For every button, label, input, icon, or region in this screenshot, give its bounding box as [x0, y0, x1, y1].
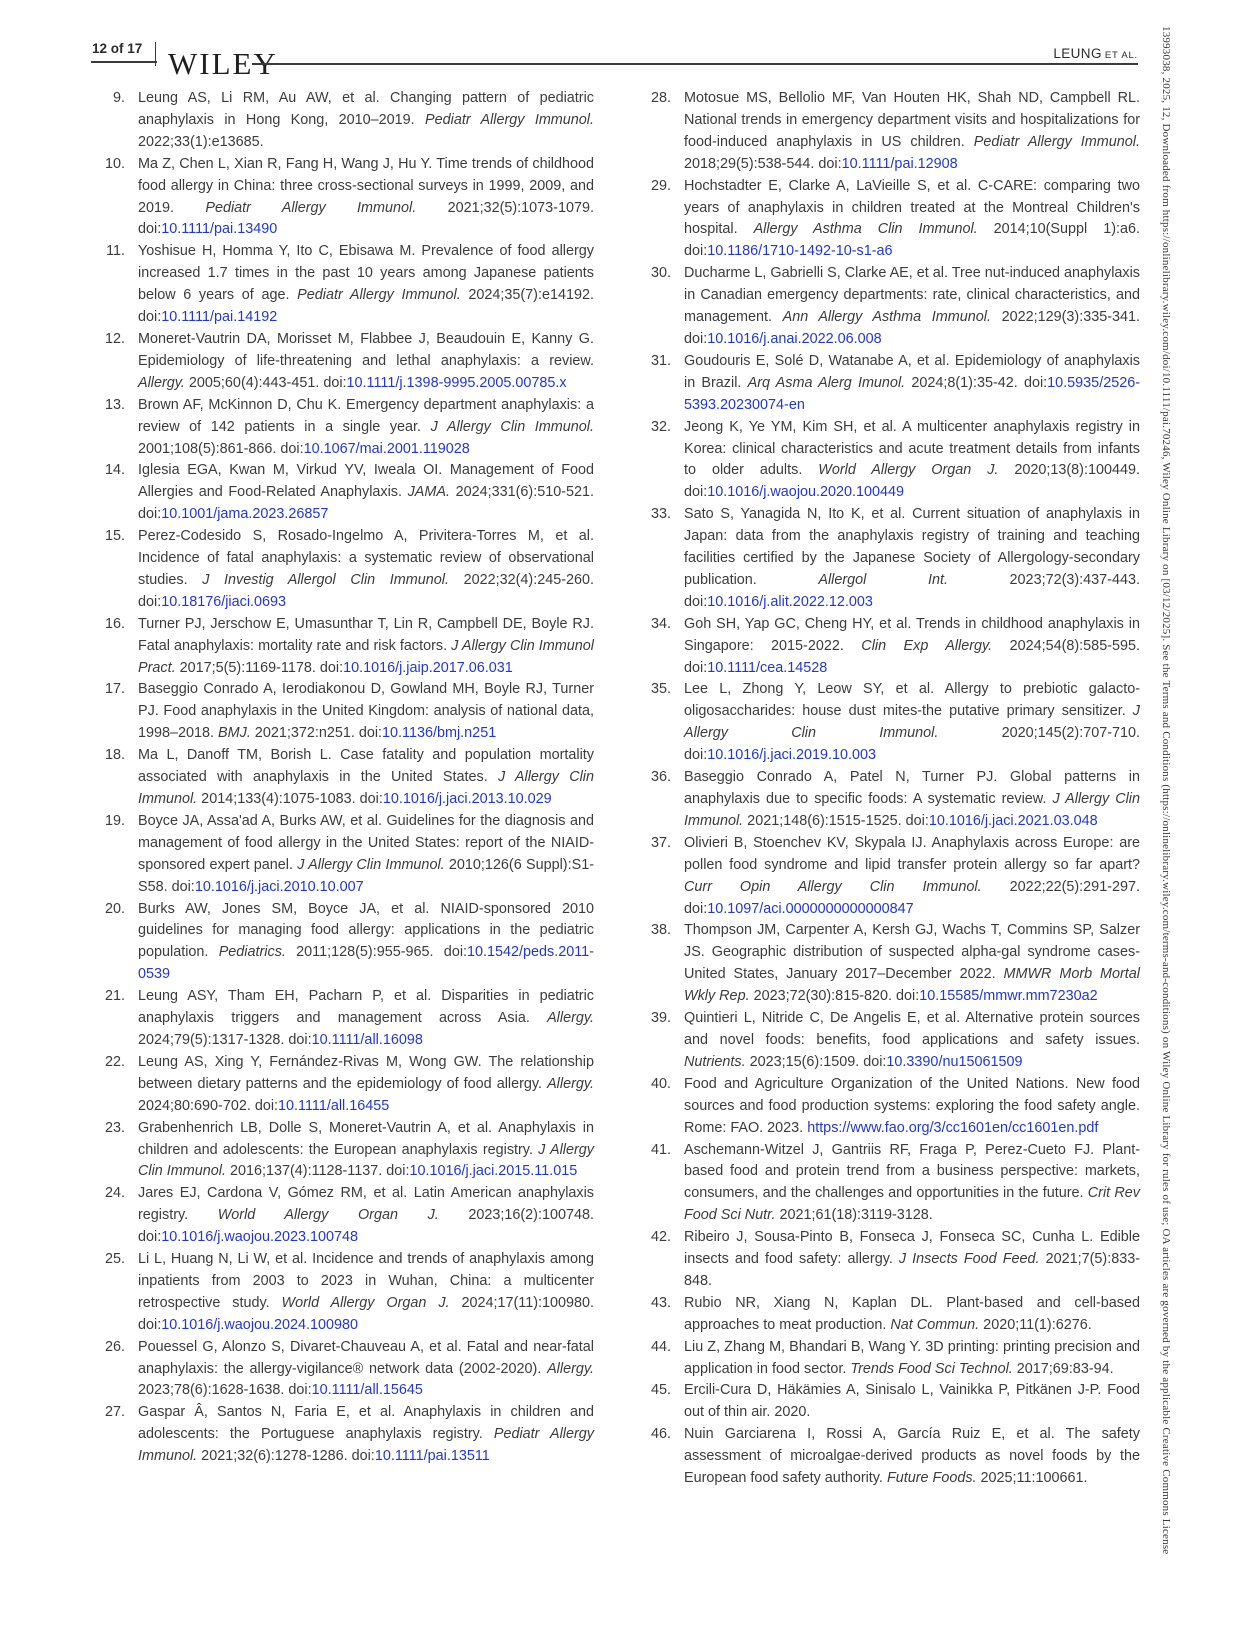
journal-name: Trends Food Sci Technol.: [850, 1360, 1013, 1377]
reference-citation-text: Hochstadter E, Clarke A, LaVieille S, et al. C-CARE: comparing two years of anaphylaxis in children treated at the Montreal Children's hospital.: [684, 177, 1140, 238]
reference-number: 11.: [106, 243, 125, 260]
doi-link[interactable]: 10.1136/bmj.n251: [382, 725, 497, 742]
reference-number: 26.: [104, 1338, 125, 1355]
doi-link[interactable]: 10.1111/j.1398-9995.2005.00785.x: [346, 374, 567, 391]
reference-citation-text: 2024;35(7):e14192. doi:: [138, 287, 594, 326]
doi-link[interactable]: 10.1016/j.jaci.2013.10.029: [382, 791, 552, 807]
reference-citation-text: Yoshisue H, Homma Y, Ito C, Ebisawa M. Prevalence of food allergy increased 1.7 times in the past 10 years among Japanese patients below 6 years of age.: [138, 243, 594, 304]
doi-link[interactable]: 10.1111/all.16455: [278, 1097, 390, 1114]
reference-text: [684, 614, 1140, 680]
reference-citation-text: 2022;22(5):291-297. doi:: [684, 878, 1140, 917]
reference-citation-text: 2021;372:n251. doi:: [250, 725, 383, 742]
reference-text: [684, 1424, 1140, 1490]
doi-link[interactable]: 10.1111/pai.13490: [161, 221, 278, 238]
reference-item: [92, 241, 594, 329]
reference-text: [138, 986, 594, 1052]
reference-item: [638, 1140, 1140, 1228]
reference-number: 14.: [104, 462, 125, 479]
reference-text: [684, 1380, 1140, 1424]
reference-citation-text: Rubio NR, Xiang N, Kaplan DL. Plant-based and cell-based approaches to meat production.: [684, 1294, 1140, 1333]
reference-number: 18.: [104, 747, 125, 764]
reference-item: [92, 1249, 594, 1337]
journal-name: JAMA.: [407, 484, 450, 501]
reference-item: [92, 1402, 594, 1468]
reference-citation-text: 2024;80:690-702. doi:: [138, 1097, 279, 1114]
doi-link[interactable]: 10.1001/jama.2023.26857: [161, 506, 329, 523]
journal-name: Future Foods.: [886, 1470, 977, 1487]
reference-citation-text: Motosue MS, Bellolio MF, Van Houten HK, Shah ND, Campbell RL. National trends in emergency department visits and hospitalizations for food-induced anaphylaxis in US children.: [684, 90, 1140, 150]
reference-text: [684, 920, 1140, 1008]
reference-text: [138, 154, 594, 242]
reference-item: [92, 460, 594, 526]
reference-number: 35.: [650, 681, 671, 698]
reference-citation-text: Goudouris E, Solé D, Watanabe A, et al. Epidemiology of anaphylaxis in Brazil.: [684, 352, 1140, 391]
doi-link[interactable]: 10.1016/j.jaci.2015.11.015: [409, 1163, 578, 1180]
reference-citation-text: Burks AW, Jones SM, Boyce JA, et al. NIAID-sponsored 2010 guidelines for managing food allergy: applications in the pediatric population.: [138, 900, 594, 961]
reference-citation-text: 2014;133(4):1075-1083. doi:: [197, 791, 383, 807]
reference-citation-text: 2005;60(4):443-451. doi:: [184, 374, 347, 391]
reference-citation-text: Brown AF, McKinnon D, Chu K. Emergency department anaphylaxis: a review of 142 patients in a single year.: [138, 396, 594, 435]
journal-name: Allergol Int.: [818, 571, 948, 588]
reference-item: [638, 176, 1140, 264]
reference-text: [138, 614, 594, 680]
reference-text: [138, 460, 594, 526]
journal-name: Crit Rev Food Sci Nutr.: [684, 1185, 1140, 1224]
reference-number: 9.: [112, 90, 125, 106]
journal-name: World Allergy Organ J.: [281, 1294, 450, 1311]
reference-item: [92, 526, 594, 614]
reference-number: 36.: [650, 769, 671, 786]
running-head: [1053, 46, 1138, 61]
journal-name: Allergy Asthma Clin Immunol.: [753, 221, 978, 238]
reference-item: [638, 504, 1140, 614]
reference-citation-text: 2011;128(5):955-965. doi:: [285, 944, 468, 961]
journal-name: Allergy.: [547, 1075, 594, 1092]
journal-name: J Allergy Clin Immunol.: [684, 791, 1141, 829]
reference-item: [92, 1118, 594, 1184]
reference-citation-text: Thompson JM, Carpenter A, Kersh GJ, Wachs T, Commins SP, Salzer JS. Geographic distribution of suspected alpha-gal syndrome cases-United States, January 2017–December 2022.: [684, 922, 1140, 983]
reference-item: [92, 1052, 594, 1118]
reference-number: 19.: [104, 812, 125, 829]
reference-citation-text: Moneret-Vautrin DA, Morisset M, Flabbee J, Beaudouin E, Kanny G. Epidemiology of life-threatening and lethal anaphylaxis: a review.: [138, 330, 594, 369]
reference-citation-text: Olivieri B, Stoenchev KV, Skypala IJ. Anaphylaxis across Europe: are pollen food syndrome and lipid transfer protein allergy so far apart?: [684, 834, 1140, 873]
doi-link[interactable]: 10.15585/mmwr.mm7230a2: [919, 988, 1098, 1005]
doi-link[interactable]: 10.1016/j.anai.2022.06.008: [707, 330, 882, 347]
running-etal: ET AL.: [1104, 50, 1138, 61]
reference-citation-text: Baseggio Conrado A, Patel N, Turner PJ. Global patterns in anaphylaxis due to specific foods: A systematic review.: [684, 769, 1140, 807]
reference-number: 17.: [104, 681, 125, 698]
reference-citation-text: Leung AS, Li RM, Au AW, et al. Changing pattern of pediatric anaphylaxis in Hong Kong, 2010–2019.: [138, 90, 594, 128]
reference-citation-text: 2001;108(5):861-866. doi:: [138, 440, 304, 457]
doi-link[interactable]: 10.1097/aci.0000000000000847: [707, 900, 914, 917]
reference-text: [684, 1074, 1140, 1140]
reference-citation-text: 2023;15(6):1509. doi:: [745, 1053, 887, 1070]
reference-citation-text: Ma L, Danoff TM, Borish L. Case fatality and population mortality associated with anaphylaxis in the United States.: [138, 747, 594, 786]
reference-text: [138, 679, 594, 745]
reference-number: 23.: [104, 1119, 125, 1136]
reference-citation-text: 2021;148(6):1515-1525. doi:: [743, 812, 929, 829]
reference-item: [638, 263, 1140, 351]
reference-item: [92, 679, 594, 745]
reference-text: [684, 1227, 1140, 1293]
reference-number: 15.: [104, 528, 125, 545]
journal-name: J Allergy Clin Immunol.: [138, 769, 594, 807]
reference-number: 29.: [650, 177, 671, 194]
reference-item: [638, 920, 1140, 1008]
doi-link[interactable]: 10.1186/1710-1492-10-s1-a6: [707, 243, 893, 260]
reference-citation-text: 2022;32(4):245-260. doi:: [138, 571, 595, 610]
doi-link[interactable]: 10.1542/peds.2011-0539: [138, 944, 594, 983]
reference-citation-text: Gaspar Â, Santos N, Faria E, et al. Anaphylaxis in children and adolescents: the Portuguese anaphylaxis registry.: [138, 1404, 594, 1443]
reference-citation-text: 2021;32(6):1278-1286. doi:: [197, 1448, 375, 1465]
journal-name: Curr Opin Allergy Clin Immunol.: [684, 878, 982, 895]
reference-citation-text: 2018;29(5):538-544. doi:: [684, 155, 842, 172]
reference-citation-text: Sato S, Yanagida N, Ito K, et al. Current situation of anaphylaxis in Japan: data from the anaphylaxis registry of training and teaching facilities certified by the Japanese Society of Allergology-secondary publication.: [684, 506, 1140, 588]
reference-text: [684, 833, 1140, 921]
reference-text: [684, 176, 1140, 264]
reference-citation-text: Ribeiro J, Sousa-Pinto B, Fonseca J, Fonseca SC, Cunha L. Edible insects and food safety: allergy.: [684, 1229, 1140, 1268]
doi-link[interactable]: 10.1016/j.jaci.2010.10.007: [194, 878, 364, 895]
reference-item: [92, 614, 594, 680]
reference-text: [138, 811, 594, 899]
doi-link[interactable]: 10.1067/mai.2001.119028: [303, 440, 470, 457]
reference-item: [638, 351, 1140, 417]
reference-item: [92, 811, 594, 899]
reference-citation-text: 2020;11(1):6276.: [979, 1316, 1092, 1333]
reference-citation-text: 2024;79(5):1317-1328. doi:: [138, 1031, 312, 1048]
reference-citation-text: Grabenhenrich LB, Dolle S, Moneret-Vautrin A, et al. Anaphylaxis in children and adolescents: the European anaphylaxis registry.: [138, 1119, 594, 1158]
doi-link[interactable]: 10.1111/all.16098: [311, 1031, 423, 1048]
references-column-left: [92, 88, 594, 1490]
journal-name: J Allergy Clin Immunol Pract.: [138, 637, 594, 676]
reference-item: [638, 1008, 1140, 1074]
reference-text: [138, 745, 594, 811]
reference-item: [638, 1074, 1140, 1140]
reference-number: 46.: [650, 1426, 671, 1443]
doi-link[interactable]: 10.1111/pai.13511: [374, 1448, 490, 1465]
reference-citation-text: Quintieri L, Nitride C, De Angelis E, et al. Alternative protein sources and novel foods: benefits, food applications and safety issues.: [684, 1010, 1140, 1048]
reference-citation-text: 2017;5(5):1169-1178. doi:: [175, 659, 344, 676]
doi-link[interactable]: 10.1111/cea.14528: [707, 659, 828, 676]
doi-link[interactable]: 10.1016/j.alit.2022.12.003: [707, 593, 873, 610]
reference-text: [138, 241, 594, 329]
reference-text: [138, 395, 594, 461]
journal-name: Pediatr Allergy Immunol.: [973, 133, 1140, 150]
reference-item: [638, 1227, 1140, 1293]
header-rule-left: [91, 61, 157, 63]
reference-number: 10.: [104, 155, 125, 172]
journal-name: World Allergy Organ J.: [217, 1207, 439, 1224]
doi-link[interactable]: 10.1016/j.waojou.2020.100449: [707, 484, 905, 501]
doi-link[interactable]: 10.1016/j.jaci.2019.10.003: [707, 747, 877, 764]
journal-name: Nat Commun.: [890, 1316, 980, 1333]
journal-name: J Investig Allergol Clin Immunol.: [202, 571, 449, 588]
journal-name: J Insects Food Feed.: [898, 1251, 1040, 1268]
reference-text: [138, 899, 594, 987]
reference-item: [638, 1380, 1140, 1424]
reference-citation-text: Boyce JA, Assa'ad A, Burks AW, et al. Guidelines for the diagnosis and management of food allergy in the United States: report of the NIAID-sponsored expert panel.: [138, 812, 594, 873]
reference-item: [638, 614, 1140, 680]
reference-number: 25.: [104, 1251, 125, 1268]
reference-number: 37.: [650, 834, 671, 851]
reference-item: [638, 833, 1140, 921]
page-number: 12 of 17: [92, 41, 143, 56]
reference-number: 27.: [104, 1404, 125, 1421]
reference-citation-text: Food and Agriculture Organization of the United Nations. New food sources and food production systems: exploring the food safety angle. Rome: FAO. 2023.: [684, 1075, 1140, 1136]
reference-citation-text: 2023;16(2):100748. doi:: [138, 1207, 594, 1246]
reference-text: [684, 1337, 1140, 1381]
reference-number: 43.: [650, 1294, 671, 1311]
reference-number: 21.: [104, 988, 125, 1005]
reference-text: [684, 1008, 1140, 1074]
reference-number: 39.: [650, 1010, 671, 1027]
journal-name: Pediatrics.: [218, 944, 286, 961]
journal-name: J Allergy Clin Immunol.: [297, 856, 445, 873]
journal-name: Pediatr Allergy Immunol.: [138, 1426, 594, 1465]
header-rule-main: [252, 63, 1138, 65]
journal-name: MMWR Morb Mortal Wkly Rep.: [684, 966, 1140, 1005]
reference-number: 42.: [650, 1229, 671, 1246]
reference-text: [138, 526, 594, 614]
download-license-sidebar-text: 13993038, 2025, 12, Downloaded from https://onlinelibrary.wiley.com/doi/10.1111/pai.70246, Wiley Online Library on [03/12/2025]. See the Terms and Conditions (https://onlinelibrary.wiley.com/terms-and-conditions) on Wiley Online Library for rules of use; OA articles are governed by the applicable Creative Commons License: [1160, 26, 1172, 1555]
reference-citation-text: 2022;33(1):e13685.: [138, 133, 264, 150]
doi-link[interactable]: 10.5935/2526-5393.20230074-en: [684, 374, 1140, 413]
reference-number: 32.: [650, 418, 671, 435]
reference-text: [684, 351, 1140, 417]
reference-number: 38.: [650, 922, 671, 939]
reference-citation-text: 2021;7(5):833-848.: [684, 1251, 1140, 1289]
journal-name: Allergy.: [547, 1010, 594, 1027]
reference-citation-text: 2025;11:100661.: [976, 1470, 1088, 1487]
reference-number: 30.: [650, 265, 671, 282]
reference-text: [684, 263, 1140, 351]
reference-citation-text: 2021;32(5):1073-1079. doi:: [138, 199, 594, 238]
reference-text: [138, 88, 594, 154]
journal-name: Allergy.: [138, 374, 185, 391]
running-author: LEUNG: [1053, 46, 1102, 61]
references-column-right: [638, 88, 1140, 1490]
wiley-logo: WILEY: [168, 46, 278, 81]
reference-citation-text: Ercili-Cura D, Häkämies A, Sinisalo L, Vainikka P, Pitkänen J-P. Food out of thin air. 2020.: [684, 1382, 1140, 1421]
reference-citation-text: Pouessel G, Alonzo S, Divaret-Chauveau A, et al. Fatal and near-fatal anaphylaxis: the allergy-vigilance® network data (2002-2020).: [138, 1338, 594, 1377]
journal-name: Pediatr Allergy Immunol.: [297, 287, 461, 304]
journal-name: Arq Asma Alerg Imunol.: [747, 374, 906, 391]
reference-citation-text: Baseggio Conrado A, Ierodiakonou D, Gowland MH, Boyle RJ, Turner PJ. Food anaphylaxis in the United Kingdom: analysis of national data, 1998–2018.: [138, 681, 594, 742]
journal-name: Ann Allergy Asthma Immunol.: [782, 309, 991, 326]
reference-number: 41.: [650, 1141, 671, 1158]
journal-name: J Allergy Clin Immunol.: [430, 418, 594, 435]
doi-link[interactable]: 10.1111/pai.14192: [161, 309, 278, 326]
reference-number: 20.: [104, 900, 125, 917]
reference-citation-text: Leung ASY, Tham EH, Pacharn P, et al. Disparities in pediatric anaphylaxis triggers and management across Asia.: [138, 988, 594, 1027]
reference-text: [684, 679, 1140, 767]
reference-citation-text: 2024;17(11):100980. doi:: [138, 1294, 595, 1333]
reference-number: 28.: [650, 90, 671, 106]
reference-item: [92, 395, 594, 461]
reference-citation-text: Ma Z, Chen L, Xian R, Fang H, Wang J, Hu Y. Time trends of childhood food allergy in China: three cross-sectional surveys in 1999, 2009, and 2019.: [138, 155, 594, 216]
reference-item: [92, 745, 594, 811]
reference-item: [92, 88, 594, 154]
reference-item: [92, 1183, 594, 1249]
reference-text: [138, 329, 594, 395]
journal-name: Pediatr Allergy Immunol.: [425, 111, 594, 128]
doi-link[interactable]: 10.1016/j.jaci.2021.03.048: [928, 812, 1098, 829]
doi-link[interactable]: 10.1016/j.jaip.2017.06.031: [343, 659, 513, 676]
doi-link[interactable]: 10.1016/j.waojou.2024.100980: [161, 1316, 359, 1333]
journal-name: J Allergy Clin Immunol.: [684, 703, 1140, 742]
reference-citation-text: 2017;69:83-94.: [1012, 1360, 1114, 1377]
doi-link[interactable]: 10.1016/j.waojou.2023.100748: [161, 1229, 359, 1246]
reference-citation-text: Leung AS, Xing Y, Fernández-Rivas M, Wong GW. The relationship between dietary patterns and the epidemiology of food allergy.: [138, 1053, 594, 1092]
reference-citation-text: 2010;126(6 Suppl):S1-S58. doi:: [138, 856, 594, 895]
reference-citation-text: Lee L, Zhong Y, Leow SY, et al. Allergy to prebiotic galacto-oligosaccharides: house dust mites-the putative primary sensitizer.: [684, 681, 1140, 720]
reference-citation-text: Iglesia EGA, Kwan M, Virkud YV, Iweala OI. Management of Food Allergies and Food-Related Anaphylaxis.: [138, 462, 594, 501]
reference-item: [92, 329, 594, 395]
doi-link[interactable]: 10.18176/jiaci.0693: [161, 593, 287, 610]
reference-citation-text: 2024;54(8):585-595. doi:: [684, 637, 1140, 676]
reference-text: [138, 1052, 594, 1118]
reference-item: [92, 986, 594, 1052]
reference-text: [684, 504, 1140, 614]
reference-text: [138, 1183, 594, 1249]
reference-item: [638, 417, 1140, 505]
reference-text: [684, 1293, 1140, 1337]
reference-text: [138, 1118, 594, 1184]
journal-name: World Allergy Organ J.: [818, 462, 999, 479]
reference-number: 16.: [104, 615, 125, 632]
journal-name: Pediatr Allergy Immunol.: [205, 199, 417, 216]
journal-name: Nutrients.: [684, 1053, 746, 1070]
doi-link[interactable]: 10.1111/pai.12908: [841, 155, 958, 172]
journal-name: BMJ.: [218, 725, 251, 742]
reference-citation-text: Jares EJ, Cardona V, Gómez RM, et al. Latin American anaphylaxis registry.: [138, 1185, 594, 1224]
reference-text: [138, 1337, 594, 1403]
reference-item: [638, 679, 1140, 767]
reference-number: 22.: [104, 1053, 125, 1070]
reference-item: [638, 1337, 1140, 1381]
reference-citation-text: Turner PJ, Jerschow E, Umasunthar T, Lin R, Campbell DE, Boyle RJ. Fatal anaphylaxis: mortality rate and risk factors.: [138, 615, 594, 654]
references-section: [92, 88, 1140, 1490]
reference-citation-text: Perez-Codesido S, Rosado-Ingelmo A, Privitera-Torres M, et al. Incidence of fatal anaphylaxis: a systematic review of observational studies.: [138, 528, 594, 588]
doi-link[interactable]: https://www.fao.org/3/cc1601en/cc1601en.pdf: [807, 1119, 1099, 1136]
journal-name: J Allergy Clin Immunol.: [138, 1141, 594, 1180]
reference-text: [684, 767, 1140, 833]
reference-text: [138, 1402, 594, 1468]
reference-item: [92, 1337, 594, 1403]
reference-number: 33.: [650, 506, 671, 523]
reference-text: [684, 417, 1140, 505]
reference-citation-text: Nuin Garciarena I, Rossi A, García Ruiz E, et al. The safety assessment of microalgae-derived products as novel foods by the European food safety authority.: [684, 1426, 1140, 1487]
reference-citation-text: Goh SH, Yap GC, Cheng HY, et al. Trends in childhood anaphylaxis in Singapore: 2015-2022.: [684, 615, 1140, 654]
reference-number: 24.: [104, 1185, 125, 1202]
reference-citation-text: Jeong K, Ye YM, Kim SH, et al. A multicenter anaphylaxis registry in Korea: clinical characteristics and acute treatment details from infants to older adults.: [684, 418, 1140, 479]
reference-citation-text: 2024;8(1):35-42. doi:: [905, 374, 1048, 391]
reference-citation-text: 2020;13(8):100449. doi:: [684, 462, 1140, 501]
reference-citation-text: Li L, Huang N, Li W, et al. Incidence and trends of anaphylaxis among inpatients from 2003 to 2023 in Wuhan, China: a multicenter retrospective study.: [138, 1251, 594, 1311]
doi-link[interactable]: 10.3390/nu15061509: [886, 1053, 1023, 1070]
reference-text: [138, 1249, 594, 1337]
reference-number: 31.: [650, 352, 671, 369]
reference-number: 40.: [650, 1075, 671, 1092]
reference-text: [684, 1140, 1140, 1228]
reference-citation-text: Ducharme L, Gabrielli S, Clarke AE, et al. Tree nut-induced anaphylaxis in Canadian emergency departments: rate, clinical characteristics, and management.: [684, 265, 1140, 326]
reference-citation-text: 2023;72(30):815-820. doi:: [749, 988, 920, 1005]
reference-number: 44.: [650, 1338, 671, 1355]
reference-citation-text: 2024;331(6):510-521. doi:: [138, 484, 595, 523]
reference-number: 13.: [104, 396, 125, 413]
reference-item: [638, 88, 1140, 176]
reference-number: 34.: [650, 615, 671, 632]
header-tick-divider: [155, 42, 156, 66]
reference-citation-text: 2014;10(Suppl 1):a6. doi:: [684, 221, 1140, 260]
reference-citation-text: 2023;72(3):437-443. doi:: [684, 571, 1140, 610]
reference-item: [92, 154, 594, 242]
reference-number: 12.: [104, 330, 125, 347]
reference-item: [638, 767, 1140, 833]
reference-text: [684, 88, 1140, 176]
reference-item: [638, 1424, 1140, 1490]
reference-citation-text: 2016;137(4):1128-1137. doi:: [225, 1163, 410, 1180]
reference-number: 45.: [650, 1382, 671, 1399]
reference-citation-text: 2020;145(2):707-710. doi:: [684, 725, 1141, 764]
journal-name: Clin Exp Allergy.: [861, 637, 993, 654]
reference-citation-text: 2021;61(18):3119-3128.: [775, 1207, 933, 1224]
reference-item: [92, 899, 594, 987]
reference-citation-text: 2023;78(6):1628-1638. doi:: [138, 1382, 312, 1399]
doi-link[interactable]: 10.1111/all.15645: [311, 1382, 423, 1399]
reference-citation-text: Liu Z, Zhang M, Bhandari B, Wang Y. 3D printing: printing precision and application in food sector.: [684, 1338, 1140, 1377]
reference-citation-text: Aschemann-Witzel J, Gantriis RF, Fraga P, Perez-Cueto FJ. Plant-based food and protein trend from a business perspective: markets, consumers, and the challenges and opportunities in the future.: [684, 1141, 1140, 1202]
reference-item: [638, 1293, 1140, 1337]
journal-name: Allergy.: [547, 1360, 594, 1377]
reference-citation-text: 2022;129(3):335-341. doi:: [684, 309, 1141, 347]
